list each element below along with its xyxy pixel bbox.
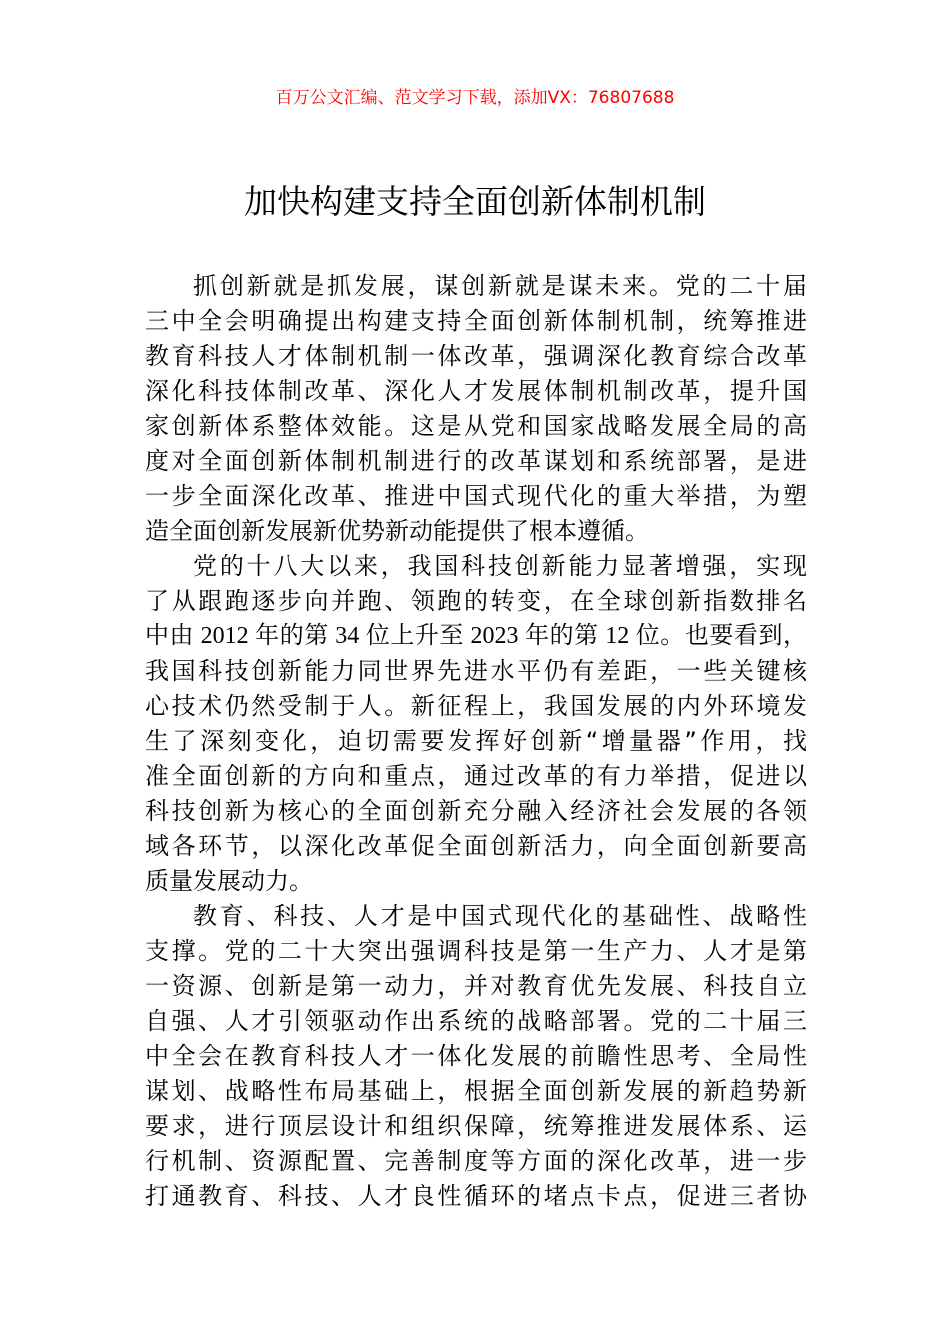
text-line: 了从跟跑逐步向并跑、领跑的转变，在全球创新指数排名 xyxy=(145,587,807,615)
text-line: 度对全面创新体制机制进行的改革谋划和系统部署，是进 xyxy=(145,447,807,475)
text-line: 党的十八大以来，我国科技创新能力显著增强，实现 xyxy=(193,552,807,580)
text-line: 一步全面深化改革、推进中国式现代化的重大举措，为塑 xyxy=(145,482,807,510)
document-body xyxy=(145,269,807,1214)
header-note: 百万公文汇编、范文学习下载，添加VX：76807688 xyxy=(275,88,675,108)
text-line: 教育科技人才体制机制一体改革，强调深化教育综合改革 xyxy=(145,342,807,370)
text-line: 家创新体系整体效能。这是从党和国家战略发展全局的高 xyxy=(145,412,807,440)
text-line: 科技创新为核心的全面创新充分融入经济社会发展的各领 xyxy=(145,797,807,825)
text-line: 一资源、创新是第一动力，并对教育优先发展、科技自立 xyxy=(145,972,807,1000)
text-line: 造全面创新发展新优势新动能提供了根本遵循。 xyxy=(145,517,649,545)
text-line: 准全面创新的方向和重点，通过改革的有力举措，促进以 xyxy=(145,762,807,790)
text-line: 支撑。党的二十大突出强调科技是第一生产力、人才是第 xyxy=(145,937,807,965)
text-line: 中全会在教育科技人才一体化发展的前瞻性思考、全局性 xyxy=(145,1042,807,1070)
text-line: 生了深刻变化，迫切需要发挥好创新“增量器”作用，找 xyxy=(145,727,807,755)
text-line: 要求，进行顶层设计和组织保障，统筹推进发展体系、运 xyxy=(145,1112,807,1140)
text-line: 自强、人才引领驱动作出系统的战略部署。党的二十届三 xyxy=(145,1007,807,1035)
paragraph-2 xyxy=(145,549,807,899)
document-title: 加快构建支持全面创新体制机制 xyxy=(244,182,706,221)
paragraph-3 xyxy=(145,899,807,1214)
text-line: 深化科技体制改革、深化人才发展体制机制改革，提升国 xyxy=(145,377,807,405)
text-line: 三中全会明确提出构建支持全面创新体制机制，统筹推进 xyxy=(145,307,807,335)
text-line: 抓创新就是抓发展，谋创新就是谋未来。党的二十届 xyxy=(193,272,807,300)
text-line: 打通教育、科技、人才良性循环的堵点卡点，促进三者协 xyxy=(145,1182,807,1210)
text-line: 心技术仍然受制于人。新征程上，我国发展的内外环境发 xyxy=(145,692,807,720)
text-line: 我国科技创新能力同世界先进水平仍有差距，一些关键核 xyxy=(145,657,807,685)
paragraph-1 xyxy=(145,269,807,549)
text-line: 中由 2012 年的第 34 位上升至 2023 年的第 12 位。也要看到， xyxy=(145,623,807,649)
text-line: 教育、科技、人才是中国式现代化的基础性、战略性 xyxy=(193,902,807,930)
text-line: 质量发展动力。 xyxy=(145,867,313,895)
text-line: 域各环节，以深化改革促全面创新活力，向全面创新要高 xyxy=(145,832,807,860)
text-line: 谋划、战略性布局基础上，根据全面创新发展的新趋势新 xyxy=(145,1077,807,1105)
text-line: 行机制、资源配置、完善制度等方面的深化改革，进一步 xyxy=(145,1147,807,1175)
